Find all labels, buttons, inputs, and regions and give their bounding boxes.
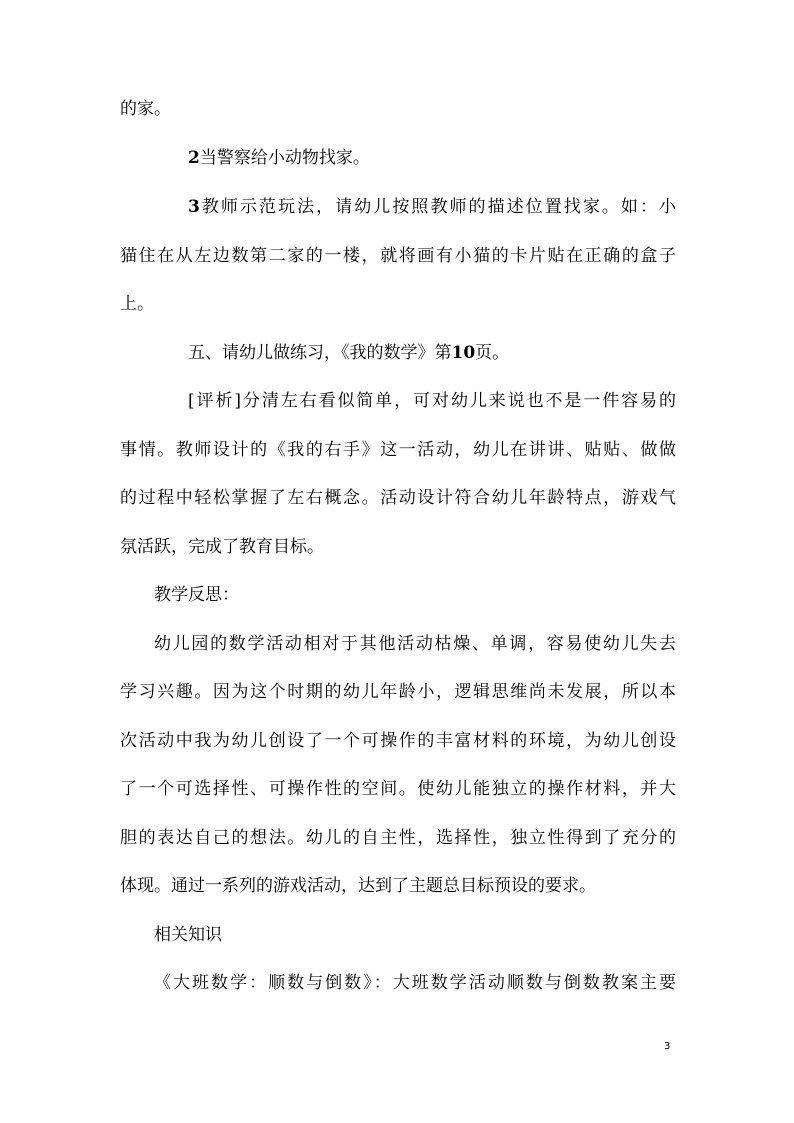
text-line-9	[120, 486, 676, 510]
text-line-6	[188, 341, 676, 365]
text-line-1	[120, 97, 676, 121]
text-span: 五、请幼儿做练习，《我的数学》第	[188, 343, 452, 363]
text-span: 的过程中轻松掌握了左右概念。活动设计符合幼儿年龄特点，游戏气	[120, 488, 676, 508]
text-span: 体现。通过一系列的游戏活动，达到了主题总目标预设的要求。	[120, 876, 596, 896]
text-span: 《大班数学：顺数与倒数》：大班数学活动顺数与倒数教案主要	[154, 973, 676, 993]
text-line-10	[120, 535, 676, 559]
text-span: 教学反思：	[154, 585, 239, 605]
text-span: 次活动中我为幼儿创设了一个可操作的丰富材料的环境，为幼儿创设	[120, 731, 676, 751]
text-line-2	[188, 146, 676, 170]
text-line-5	[120, 292, 676, 316]
section-heading-related	[154, 923, 676, 947]
text-span: 页。	[475, 343, 510, 363]
text-line-16	[120, 826, 676, 850]
text-span: 当警察给小动物找家。	[199, 148, 370, 168]
page-ref-number: 10	[451, 343, 476, 363]
text-line-4	[120, 244, 676, 268]
text-span: 相关知识	[154, 925, 222, 945]
text-span: 氛活跃，完成了教育目标。	[120, 537, 324, 557]
text-span: [评析]分清左右看似简单，可对幼儿来说也不是一件容易的	[188, 391, 676, 411]
text-span: 事情。教师设计的《我的右手》这一活动，幼儿在讲讲、贴贴、做做	[120, 440, 676, 460]
text-span: 的家。	[120, 99, 171, 119]
text-line-14	[120, 729, 676, 753]
text-line-8	[120, 438, 676, 462]
step-number: 2	[188, 148, 200, 168]
text-line-19	[154, 971, 676, 995]
text-line-17	[120, 874, 676, 898]
page-number: 3	[664, 1041, 671, 1052]
text-line-12	[154, 632, 676, 656]
text-span: 了一个可选择性、可操作性的空间。使幼儿能独立的操作材料，并大	[120, 779, 676, 799]
text-line-13	[120, 680, 676, 704]
text-span: 猫住在从左边数第二家的一楼，就将画有小猫的卡片贴在正确的盒子	[120, 246, 676, 266]
text-line-3	[188, 195, 676, 219]
text-line-15	[120, 777, 676, 801]
text-span: 胆的表达自己的想法。幼儿的自主性，选择性，独立性得到了充分的	[120, 828, 676, 848]
step-number: 3	[188, 197, 200, 217]
text-span: 幼儿园的数学活动相对于其他活动枯燥、单调，容易使幼儿失去	[154, 634, 676, 654]
text-span: 学习兴趣。因为这个时期的幼儿年龄小，逻辑思维尚未发展，所以本	[120, 682, 676, 702]
section-heading-reflection	[154, 583, 676, 607]
text-span: 教师示范玩法，请幼儿按照教师的描述位置找家。如：小	[199, 197, 676, 217]
text-line-7	[188, 389, 676, 413]
text-span: 上。	[120, 294, 154, 314]
